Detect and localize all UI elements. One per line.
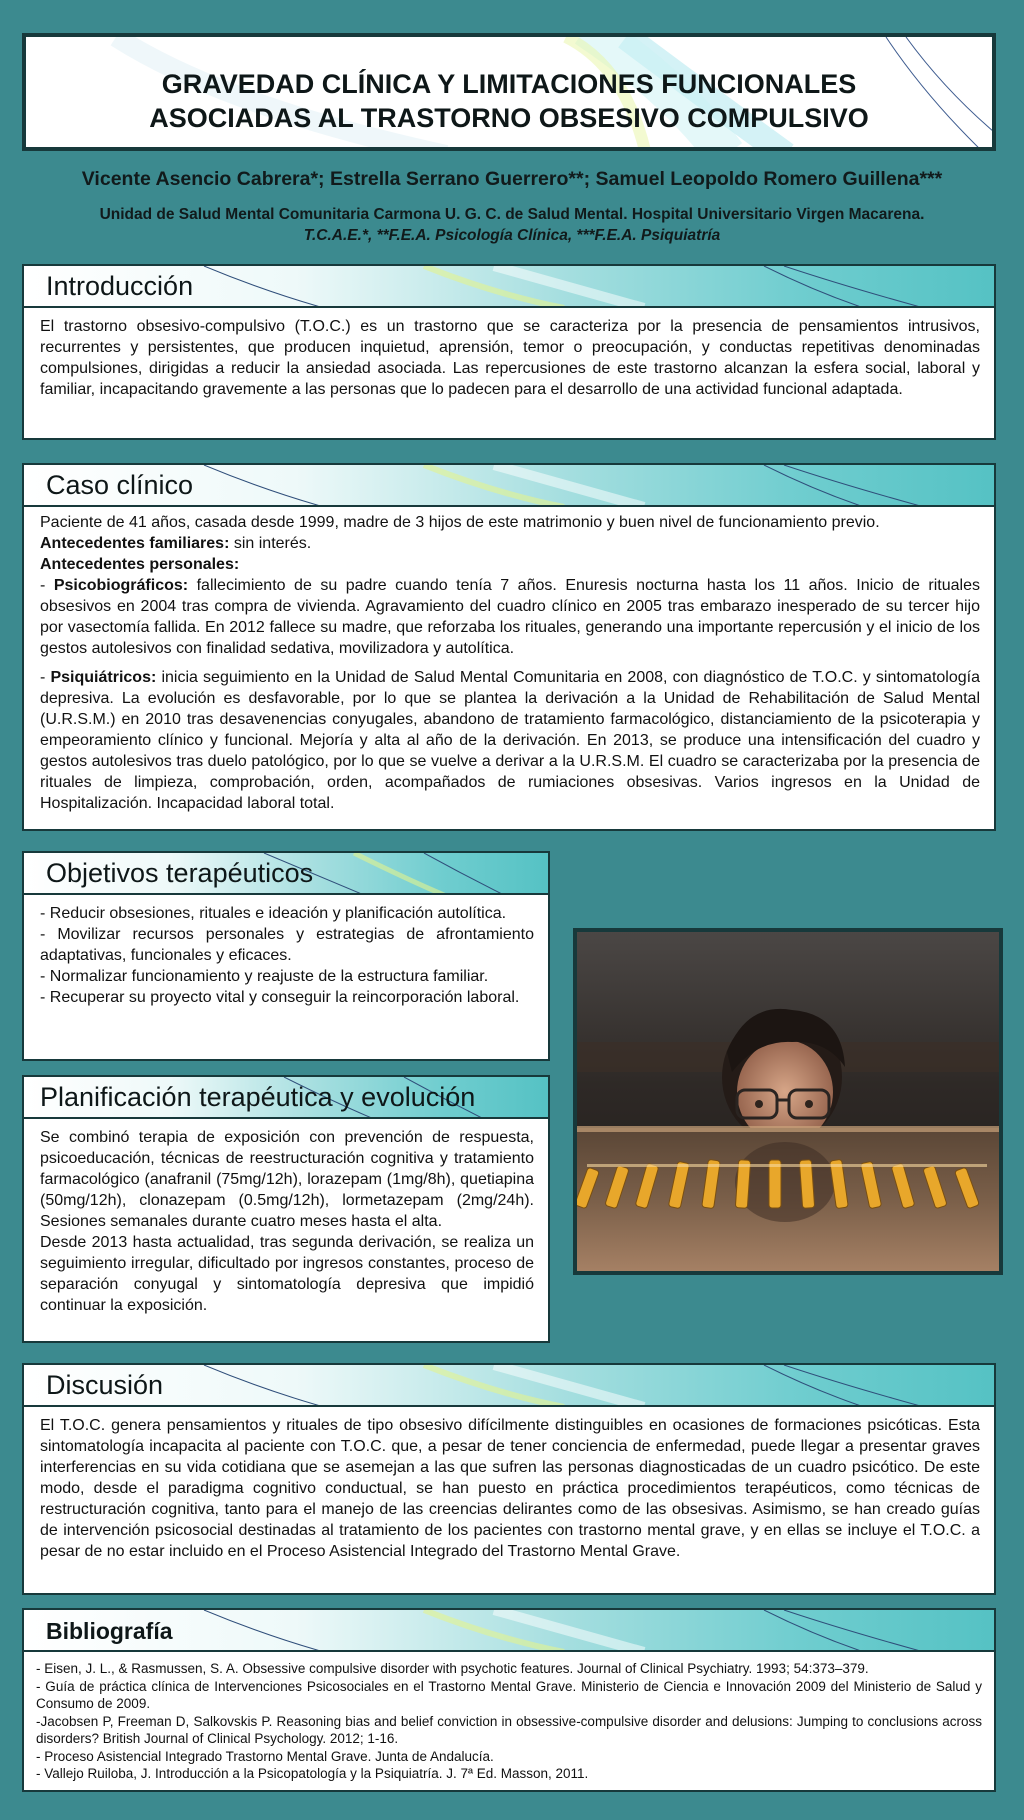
- objetivo-item: - Normalizar funcionamiento y reajuste de la estructura familiar.: [40, 968, 489, 985]
- section-header: [22, 1608, 996, 1650]
- familiares-text: sin interés.: [229, 535, 312, 552]
- bib-item: - Proceso Asistencial Integrado Trastorno Mental Grave. Junta de Andalucía.: [36, 1748, 494, 1764]
- section-header: [22, 1075, 550, 1117]
- section-introduccion: [22, 264, 996, 440]
- bib-item: - Guía de práctica clínica de Intervenciones Psicosociales en el Trastorno Mental Grave. Ministerio de Ciencia e Innovación 2009 del Ministerio de Salud y Consumo de 2009.: [36, 1678, 982, 1711]
- section-discusion: [22, 1363, 996, 1595]
- affiliation-line-2: T.C.A.E.*, **F.E.A. Psicología Clínica, ***F.E.A. Psiquiatría: [303, 227, 721, 244]
- section-title: Planificación terapéutica y evolución: [40, 1082, 476, 1112]
- affiliation: [0, 204, 1024, 246]
- psicobio-label: Psicobiográficos:: [53, 577, 189, 594]
- section-bibliografia: [22, 1608, 996, 1792]
- section-body: [22, 1117, 550, 1343]
- objetivo-item: - Recuperar su proyecto vital y conseguir la reincorporación laboral.: [40, 989, 520, 1006]
- objetivo-item: - Movilizar recursos personales y estrategias de afrontamiento adaptativas, funcionales y eficaces.: [40, 926, 534, 964]
- section-objetivos: [22, 851, 550, 1061]
- bib-item: - Eisen, J. L., & Rasmussen, S. A. Obsessive compulsive disorder with psychotic features. Journal of Clinical Psychiatry. 1993; 54:373–379.: [36, 1661, 869, 1676]
- psiq-text: inicia seguimiento en la Unidad de Salud Mental Comunitaria en 2008, con diagnóstico de T.O.C. y sintomatología depresiva. La evolución es desfavorable, por lo que se plantea la derivación a la Unidad de Rehabilitación de Salud Mental (U.R.S.M.) en 2010 tras desavenencias conyugales, abandono de tratamiento farmacológico, distanciamiento de la psicoterapia y empeoramiento clínico y funcional. Mejoría y alta al año de la derivación. En 2013, se produce una intensificación del cuadro y gestos autolesivos tras duelo patológico, por lo que se vuelve a derivar a la U.R.S.M. El cuadro se caracterizaba por la presencia de rituales de limpieza, comprobación, orden, acompañados de rumiaciones obsesivas. Varios ingresos en la Unidad de Hospitalización. Incapacidad laboral total.: [40, 669, 980, 812]
- psicobio-text: fallecimiento de su padre cuando tenía 7 años. Enuresis nocturna hasta los 11 años. Inicio de rituales obsesivos en 2004 tras compra de vivienda. Agravamiento del cuadro clínico en 2005 tras embarazo inesperado de su tercer hijo por vasectomía fallida. En 2012 fallece su madre, que reforzaba los rituales, generando una importante repercusión y el inicio de los gestos autolesivos con finalidad sedativa, movilizadora y autolítica.: [40, 577, 980, 657]
- bib-item: -Jacobsen P, Freeman D, Salkovskis P. Reasoning bias and belief conviction in obsessive-compulsive disorder and delusions: Jumping to conclusions across disorders? British Journal of Clinical Psychology. 2012; 1-16.: [36, 1713, 982, 1746]
- man-behind-pencils-photo: [573, 928, 1003, 1275]
- section-planificacion: [22, 1075, 550, 1343]
- planificacion-p1: Se combinó terapia de exposición con prevención de respuesta, psicoeducación, técnicas de reestructuración cognitiva y tratamiento farmacológico (anafranil (75mg/12h), lorazepam (1mg/8h), quetiapina (50mg/12h), clonazepam (0.5mg/12h), lormetazepam (2mg/24h). Sesiones semanales durante cuatro meses hasta el alta.: [40, 1129, 534, 1230]
- section-caso-clinico: [22, 463, 996, 831]
- bib-item: - Vallejo Ruiloba, J. Introducción a la Psicopatología y la Psiquiatría. J. 7ª Ed. Masson, 2011.: [36, 1766, 589, 1781]
- familiares-label: Antecedentes familiares:: [40, 535, 230, 552]
- section-header: [22, 264, 996, 306]
- title-line-2: ASOCIADAS AL TRASTORNO OBSESIVO COMPULSIVO: [149, 103, 869, 133]
- intro-text: El trastorno obsesivo-compulsivo (T.O.C.) es un trastorno que se caracteriza por la presencia de pensamientos intrusivos, recurrentes y persistentes, que producen inquietud, aprensión, temor o preocupación, y conductas repetitivas denominadas compulsiones, dirigidas a reducir la ansiedad asociada. Las repercusiones de este trastorno alcanzan la esfera social, laboral y familiar, incapacitando gravemente a las personas que lo padecen para el desarrollo de una actividad funcional adaptada.: [40, 318, 980, 398]
- psiq-prefix: -: [40, 669, 51, 686]
- section-header: [22, 1363, 996, 1405]
- section-title: Caso clínico: [46, 470, 194, 500]
- psiquiatricos: [40, 667, 980, 814]
- antecedentes-personales-label: [40, 554, 980, 575]
- psiq-label: Psiquiátricos:: [50, 669, 157, 686]
- section-title: Objetivos terapéuticos: [46, 858, 314, 888]
- title-line-1: GRAVEDAD CLÍNICA Y LIMITACIONES FUNCIONALES: [161, 69, 857, 99]
- section-title: Discusión: [46, 1370, 164, 1400]
- photo-illustration: [577, 932, 999, 1271]
- section-title: Introducción: [46, 271, 194, 301]
- header-swirl-decoration: [24, 1365, 996, 1405]
- poster-title-box: [22, 33, 996, 151]
- personales-label: Antecedentes personales:: [40, 556, 240, 573]
- section-header: [22, 463, 996, 505]
- affiliation-line-1: Unidad de Salud Mental Comunitaria Carmona U. G. C. de Salud Mental. Hospital Universitario Virgen Macarena.: [99, 206, 925, 223]
- planificacion-p2: Desde 2013 hasta actualidad, tras segunda derivación, se realiza un seguimiento irregular, dificultado por ingresos constantes, proceso de separación conyugal y sintomatología depresiva que impidió continuar la exposición.: [40, 1234, 534, 1314]
- section-body: [22, 1650, 996, 1792]
- authors-line: Vicente Asencio Cabrera*; Estrella Serrano Guerrero**; Samuel Leopoldo Romero Guillena***: [81, 168, 943, 190]
- objetivo-item: - Reducir obsesiones, rituales e ideación y planificación autolítica.: [40, 905, 507, 922]
- section-body: [22, 893, 550, 1061]
- section-body: [22, 1405, 996, 1595]
- section-title: Bibliografía: [46, 1618, 173, 1644]
- psicobio-prefix: -: [40, 577, 54, 594]
- psicobiograficos: [40, 575, 980, 659]
- section-body: [22, 505, 996, 831]
- section-body: [22, 306, 996, 440]
- caso-intro: Paciente de 41 años, casada desde 1999, madre de 3 hijos de este matrimonio y buen nivel de funcionamiento previo.: [40, 514, 880, 531]
- section-header: [22, 851, 550, 893]
- discusion-text: El T.O.C. genera pensamientos y rituales de tipo obsesivo difícilmente distinguibles en ocasiones de formaciones psicóticas. Esta sintomatología incapacita al paciente con T.O.C. que, a pesar de tener conciencia de enfermedad, puede llegar a presentar graves interferencias en su vida cotidiana que se asemejan a las que sufren las personas diagnosticadas de un cuadro psicótico. De este modo, desde el paradigma cognitivo conductual, se han puesto en práctica procedimientos terapéuticos, como técnicas de restructuración cognitiva, tanto para el manejo de las creencias delirantes como de las obsesivas. Asimismo, se han creado guías de intervención psicosocial destinadas al tratamiento de los pacientes con trastorno mental grave, y en ellas se incluye el T.O.C. a pesar de no estar incluido en el Proceso Asistencial Integrado del Trastorno Mental Grave.: [40, 1417, 980, 1560]
- antecedentes-familiares: [40, 533, 980, 554]
- poster-title: [26, 67, 992, 135]
